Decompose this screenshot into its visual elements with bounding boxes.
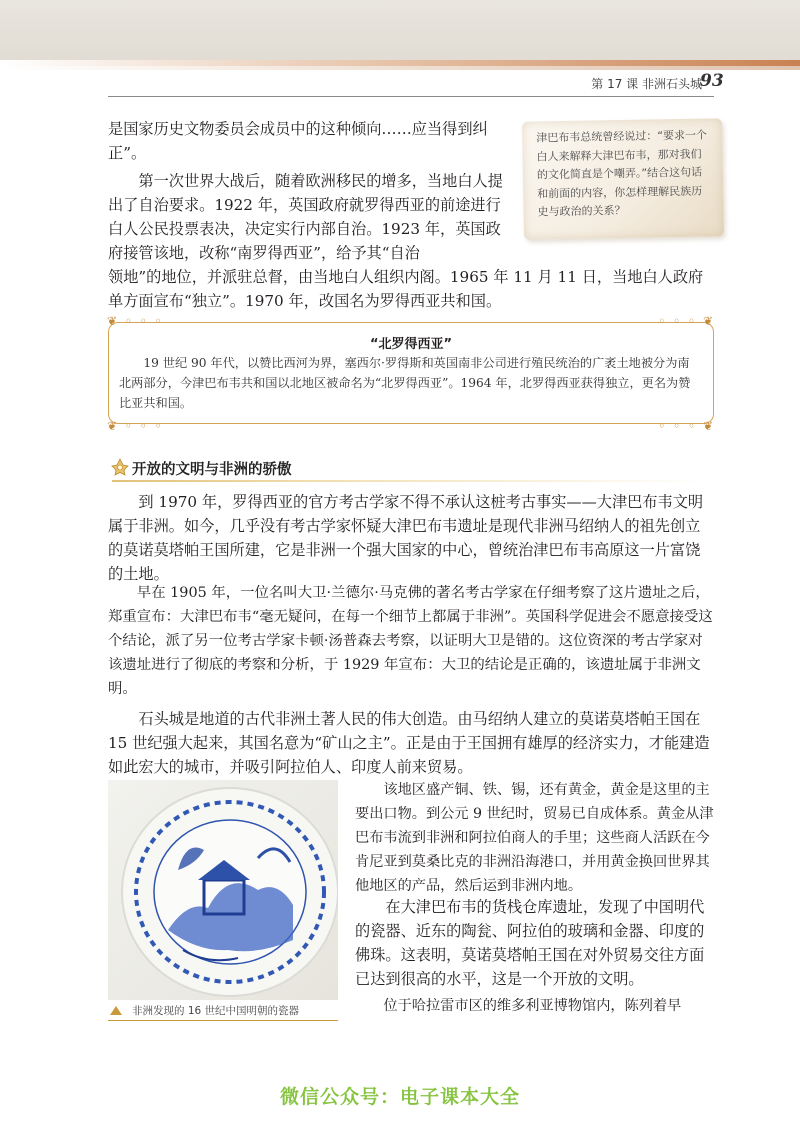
box-ornament-bottom-left: ❦ ◦ ◦ ◦ (107, 419, 164, 433)
watermark: 微信公众号：电子课本大全 (279, 1086, 520, 1108)
section-rule (112, 480, 708, 482)
section-lotus-icon (110, 457, 130, 477)
paragraph-section-5: 在大津巴布韦的货栈仓库遗址，发现了中国明代的瓷器、近东的陶瓮、阿拉伯的玻璃和金器、印度的佛珠。这表明，莫诺莫塔帕王国在对外贸易交往方面已达到很高的水平，这是一个开放的文明。 (355, 898, 705, 988)
side-note-text: 津巴布韦总统曾经说过：“要求一个白人来解释大津巴布韦，那对我们的文化简直是个嘲弄。”结合这句话和前面的内容，你怎样理解民族历史与政治的关系？ (536, 128, 708, 219)
paragraph-section-6: 位于哈拉雷市区的维多利亚博物馆内，陈列着早 (383, 998, 682, 1014)
info-box-title: “北罗得西亚” (369, 337, 453, 352)
paragraph-section-2: 早在 1905 年，一位名叫大卫·兰德尔·马克佛的著名考古学家在仔细考察了这片遗址之后，郑重宣布：大津巴布韦“毫无疑问，在每一个细节上都属于非洲”。英国科学促进会不愿意接受这个结论，派了另一位考古学家卡顿·汤普森去考察，以证明大卫是错的。这位资深的考古学家对该遗址进行了彻底的考察和分析，于 1929 年宣布：大卫的结论是正确的，该遗址属于非洲文明。 (108, 585, 713, 697)
info-box-text: 19 世纪 90 年代，以赞比西河为界，塞西尔·罗得斯和英国南非公司进行殖民统治的广袤土地被分为南北两部分，今津巴布韦共和国以北地区被命名为“北罗得西亚”。1964 年，北罗得西亚获得独立，更名为赞比亚共和国。 (119, 356, 691, 410)
side-note-card (522, 118, 724, 239)
page-number: 93 (700, 71, 724, 91)
box-ornament-top-left: ❦ ◦ ◦ ◦ (107, 314, 164, 328)
top-decorative-band (0, 0, 800, 62)
photo-caption: 非洲发现的 16 世纪中国明朝的瓷器 (132, 1005, 300, 1017)
top-accent-shade (0, 66, 800, 70)
paragraph-section-4: 该地区盛产铜、铁、锡，还有黄金，黄金是这里的主要出口物。到公元 9 世纪时，贸易已自成体系。黄金从津巴布韦流到非洲和阿拉伯商人的手里；这些商人活跃在今肯尼亚到莫桑比克的非洲沿海港口，并用黄金换回世界其他地区的产品，然后运到非洲内地。 (355, 782, 714, 894)
section-title: 开放的文明与非洲的骄傲 (132, 462, 292, 478)
paragraph-ww1-part2: 领地”的地位，并派驻总督，由当地白人组织内阁。1965 年 11 月 11 日，当地白人政府单方面宣布“独立”。1970 年，改国名为罗得西亚共和国。 (108, 268, 704, 310)
caption-rule (108, 1020, 338, 1021)
running-header: 第 17 课 非洲石头城 (591, 77, 702, 91)
box-ornament-bottom-right: ◦ ◦ ◦ ❦ (658, 419, 715, 433)
paragraph-continued: 是国家历史文物委员会成员中的这种倾向……应当得到纠正”。 (108, 120, 488, 162)
paragraph-section-3: 石头城是地道的古代非洲土著人民的伟大创造。由马绍纳人建立的莫诺莫塔帕王国在 15 世纪强大起来，其国名意为“矿山之主”。正是由于王国拥有雄厚的经济实力，才能建造如此宏大的城市，并吸引阿拉伯人、印度人前来贸易。 (108, 710, 710, 776)
paragraph-ww1-part1: 第一次世界大战后，随着欧洲移民的增多，当地白人提出了自治要求。1922 年，英国政府就罗得西亚的前途进行白人公民投票表决，决定实行内部自治。1923 年，英国政府接管该地，改称“南罗得西亚”，给予其“自治 (108, 172, 503, 262)
info-box (107, 314, 715, 433)
header-rule (108, 96, 714, 97)
paragraph-section-1: 到 1970 年，罗得西亚的官方考古学家不得不承认这桩考古事实——大津巴布韦文明属于非洲。如今，几乎没有考古学家怀疑大津巴布韦遗址是现代非洲马绍纳人的祖先创立的莫诺莫塔帕王国所建，它是非洲一个强大国家的中心，曾统治津巴布韦高原这一片富饶的土地。 (108, 493, 704, 583)
ming-porcelain-photo (108, 780, 338, 1000)
box-ornament-top-right: ◦ ◦ ◦ ❦ (658, 314, 715, 328)
